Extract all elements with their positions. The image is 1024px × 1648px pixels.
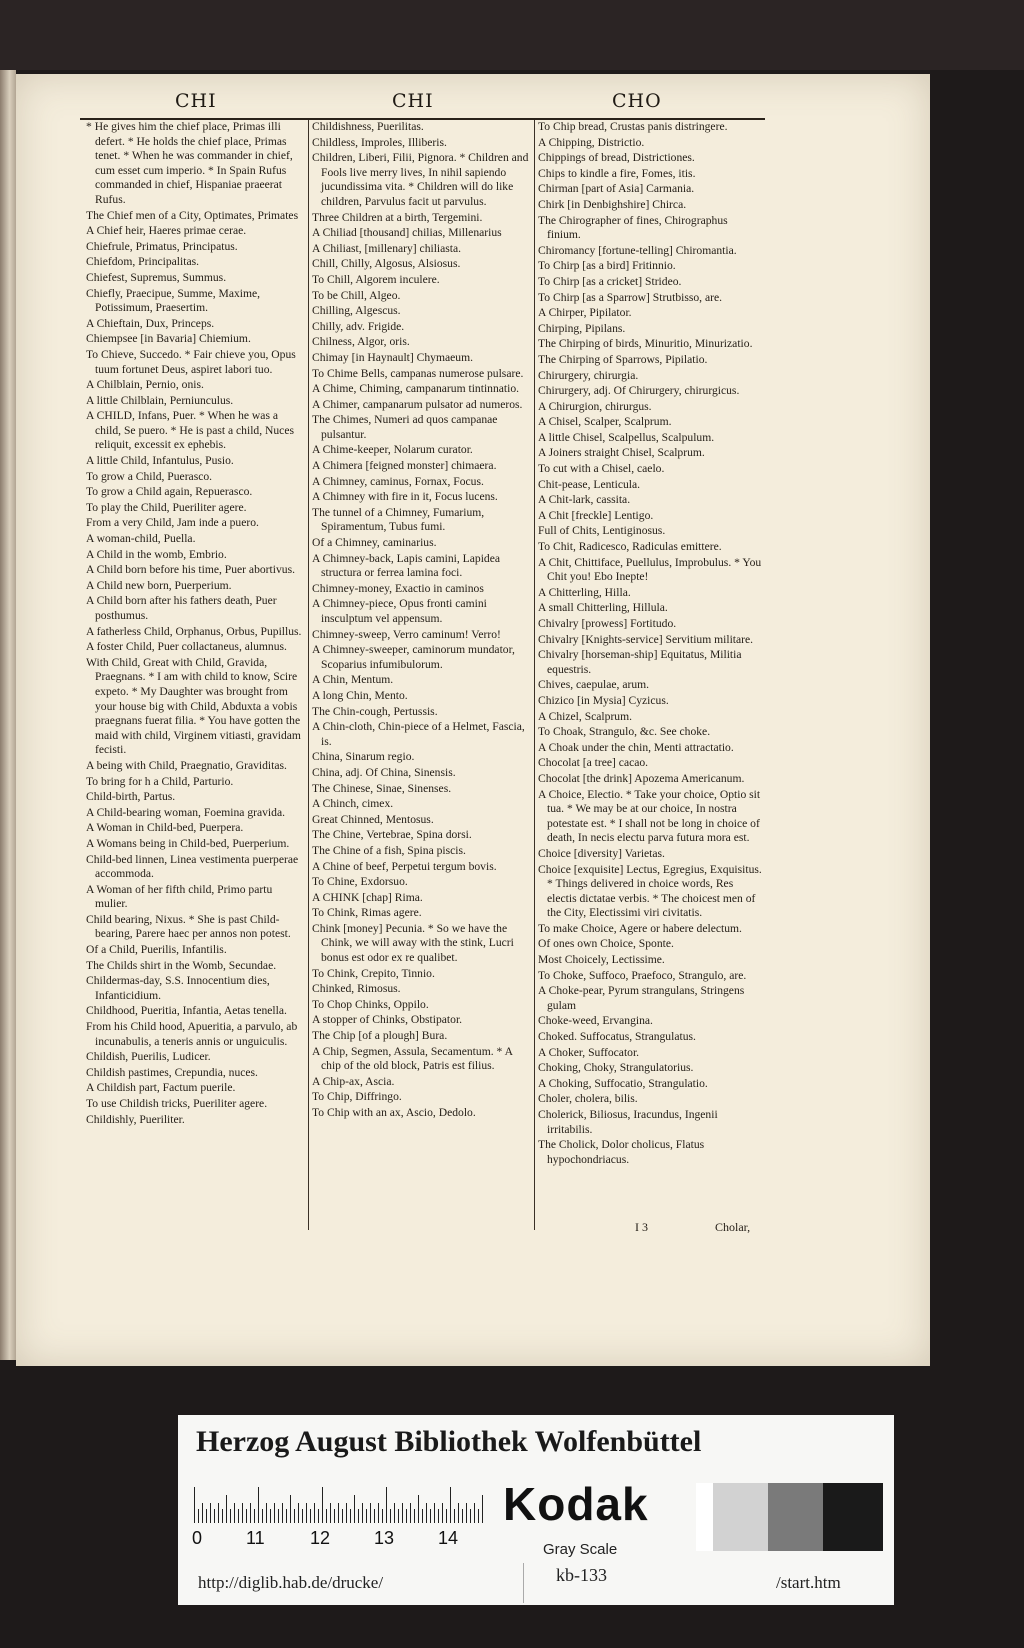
dictionary-entry: Chiefdom, Principalitas. bbox=[86, 255, 200, 269]
dictionary-entry: Chizico [in Mysia] Cyzicus. bbox=[538, 693, 669, 707]
dictionary-entry: The Chip [of a plough] Bura. bbox=[312, 1029, 448, 1043]
ruler-tick bbox=[370, 1503, 371, 1523]
dictionary-entry: To Choke, Suffoco, Praefoco, Strangulo, are. bbox=[538, 968, 747, 982]
ruler-tick bbox=[242, 1503, 243, 1523]
dictionary-entry: With Child, Great with Child, Gravida, Praegnans. * I am with child to know, Scire expeto. * My Daughter was brought from your house big with Child, Abduxta a vobis praegnans fuerat filia. * You have gotten the maid with child, Virginem vitiasti, gravidam fecisti. bbox=[86, 655, 301, 757]
dictionary-entry: A little Chisel, Scalpellus, Scalpulum. bbox=[538, 430, 715, 444]
dictionary-entry: To Chime Bells, campanas numerose pulsare. bbox=[312, 366, 524, 380]
ruler-tick bbox=[462, 1509, 463, 1523]
dictionary-entry: Chippings of bread, Districtiones. bbox=[538, 151, 695, 165]
dictionary-entry: A Chime-keeper, Nolarum curator. bbox=[312, 443, 473, 457]
dictionary-entry: A Chipping, Districtio. bbox=[538, 135, 645, 149]
ruler-tick bbox=[326, 1509, 327, 1523]
ruler-label: 11 bbox=[246, 1528, 265, 1548]
dictionary-entry: Childish, Puerilis, Ludicer. bbox=[86, 1050, 211, 1064]
dictionary-entry: To be Chill, Algeo. bbox=[312, 288, 401, 302]
ruler-tick bbox=[290, 1495, 291, 1523]
dictionary-entry: Chimney-sweep, Verro caminum! Verro! bbox=[312, 627, 501, 641]
dictionary-entry: To Chirp [as a cricket] Strideo. bbox=[538, 274, 682, 288]
ruler-tick bbox=[402, 1503, 403, 1523]
dictionary-entry: A Chip, Segmen, Assula, Secamentum. * A chip of the old block, Patris est filius. bbox=[312, 1044, 513, 1073]
running-head-right: CHO bbox=[612, 90, 662, 112]
dictionary-entry: Chirk [in Denbighshire] Chirca. bbox=[538, 197, 687, 211]
dictionary-entry: To Chirp [as a Sparrow] Strutbisso, are. bbox=[538, 290, 723, 304]
running-head-left: CHI bbox=[175, 90, 217, 112]
ruler-tick bbox=[226, 1495, 227, 1523]
ruler-tick bbox=[298, 1503, 299, 1523]
ruler-tick bbox=[310, 1509, 311, 1523]
dictionary-entry: A Joiners straight Chisel, Scalprum. bbox=[538, 446, 705, 460]
ruler-tick bbox=[314, 1503, 315, 1523]
ruler-tick bbox=[322, 1487, 323, 1523]
dictionary-entry: Chilling, Algescus. bbox=[312, 304, 401, 318]
ruler-tick bbox=[358, 1509, 359, 1523]
dictionary-entry: A Chimera [feigned monster] chimaera. bbox=[312, 459, 497, 473]
ruler-tick bbox=[374, 1509, 375, 1523]
dictionary-entry: Childless, Improles, Illiberis. bbox=[312, 135, 447, 149]
start-url: /start.htm bbox=[776, 1573, 841, 1592]
ruler-label: 12 bbox=[310, 1528, 331, 1548]
dictionary-entry: A Chin-cloth, Chin-piece of a Helmet, Fascia, is. bbox=[312, 720, 525, 748]
dictionary-entry: Choice [diversity] Varietas. bbox=[538, 846, 665, 860]
ruler-tick bbox=[330, 1503, 331, 1523]
dictionary-entry: To grow a Child, Puerasco. bbox=[86, 469, 213, 483]
dictionary-entry: A Choke-pear, Pyrum strangulans, Stringens gulam bbox=[538, 984, 745, 1012]
ruler-tick bbox=[258, 1487, 259, 1523]
dictionary-entry: The Chinese, Sinae, Sinenses. bbox=[312, 781, 452, 795]
dictionary-entry: Chinked, Rimosus. bbox=[312, 982, 401, 996]
gray-patch-mid bbox=[768, 1483, 823, 1551]
dictionary-entry: To Chip, Diffringo. bbox=[312, 1090, 402, 1104]
ruler-tick bbox=[234, 1503, 235, 1523]
dictionary-entry: Choked. Suffocatus, Strangulatus. bbox=[538, 1030, 696, 1044]
dictionary-entry: To grow a Child again, Repuerasco. bbox=[86, 485, 253, 499]
dictionary-entry: A Chimer, campanarum pulsator ad numeros. bbox=[312, 397, 523, 411]
dictionary-entry: Three Children at a birth, Tergemini. bbox=[312, 210, 483, 224]
dictionary-entry: To cut with a Chisel, caelo. bbox=[538, 462, 665, 476]
ruler-tick bbox=[434, 1503, 435, 1523]
ruler-tick bbox=[418, 1495, 419, 1523]
dictionary-entry: A Choice, Electio. * Take your choice, Optio sit tua. * We may be at our choice, In nostra potestate est. * I shall not be long in choice of death, In necis electu parva futura mora est. bbox=[538, 787, 761, 845]
ruler-label: 14 bbox=[438, 1528, 459, 1548]
dictionary-entry: A Chief heir, Haeres primae cerae. bbox=[86, 224, 247, 238]
dictionary-entry: A Chiliad [thousand] chilias, Millenarius bbox=[312, 226, 502, 240]
ruler-tick bbox=[446, 1509, 447, 1523]
dictionary-entry: A Chimney-sweeper, caminorum mundator, Scoparius infumibulorum. bbox=[312, 643, 515, 671]
dictionary-entry: Full of Chits, Lentiginosus. bbox=[538, 524, 666, 538]
ruler-tick bbox=[478, 1509, 479, 1523]
dictionary-entry: A Woman of her fifth child, Primo partu mulier. bbox=[86, 882, 273, 911]
ruler-tick bbox=[246, 1509, 247, 1523]
ruler-tick bbox=[426, 1503, 427, 1523]
ruler-tick bbox=[386, 1487, 387, 1523]
dictionary-entry: A Chimney, caminus, Fornax, Focus. bbox=[312, 474, 484, 488]
dictionary-entry: A Chimney with fire in it, Focus lucens. bbox=[312, 490, 498, 504]
dictionary-entry: Choler, cholera, bilis. bbox=[538, 1092, 638, 1106]
ruler-label: 13 bbox=[374, 1528, 395, 1548]
ruler-tick bbox=[398, 1509, 399, 1523]
dictionary-entry: Children, Liberi, Filii, Pignora. * Children and Fools live merry lives, In nihil sapiendo jucundissima vita. * Children will do like children, Parvulus facit ut parvulus. bbox=[312, 151, 529, 208]
dictionary-entry: Chocolat [a tree] cacao. bbox=[538, 756, 649, 770]
dictionary-entry: A Womans being in Child-bed, Puerperium. bbox=[86, 836, 290, 850]
dictionary-entry: Child-bed linnen, Linea vestimenta puerperae accommoda. bbox=[86, 852, 299, 881]
page-footer bbox=[600, 1220, 770, 1240]
dictionary-entry: A Chinch, cimex. bbox=[312, 797, 394, 811]
ruler-tick bbox=[354, 1495, 355, 1523]
dictionary-entry: A long Chin, Mento. bbox=[312, 688, 408, 702]
dictionary-entry: To Chit, Radicesco, Radiculas emittere. bbox=[538, 540, 722, 554]
column-rule bbox=[308, 120, 309, 1230]
dictionary-entry: To Chink, Crepito, Tinnio. bbox=[312, 966, 435, 980]
signature-mark: I 3 bbox=[635, 1220, 648, 1234]
ruler-tick bbox=[294, 1509, 295, 1523]
catchword: Cholar, bbox=[715, 1220, 751, 1234]
dictionary-entry: A fatherless Child, Orphanus, Orbus, Pupillus. bbox=[86, 624, 302, 638]
dictionary-entry: Chivalry [Knights-service] Servitium militare. bbox=[538, 632, 754, 646]
dictionary-entry: A Chieftain, Dux, Princeps. bbox=[86, 316, 215, 330]
ruler-tick bbox=[458, 1503, 459, 1523]
dictionary-entry: The Chirographer of fines, Chirographus finium. bbox=[538, 213, 728, 242]
ruler-tick bbox=[422, 1509, 423, 1523]
column-1 bbox=[86, 120, 306, 1228]
ruler-tick bbox=[430, 1509, 431, 1523]
dictionary-entry: Childishness, Puerilitas. bbox=[312, 120, 424, 133]
ruler-tick bbox=[250, 1503, 251, 1523]
dictionary-entry: Chill, Chilly, Algosus, Alsiosus. bbox=[312, 257, 461, 271]
target-code: kb-133 bbox=[556, 1565, 607, 1585]
ruler-tick bbox=[270, 1509, 271, 1523]
ruler-tick bbox=[390, 1509, 391, 1523]
dictionary-entry: To Chine, Exdorsuo. bbox=[312, 875, 408, 889]
dictionary-entry: A Chine of beef, Perpetui tergum bovis. bbox=[312, 859, 497, 873]
ruler-tick bbox=[222, 1509, 223, 1523]
dictionary-entry: A woman-child, Puella. bbox=[86, 532, 196, 546]
dictionary-entry: To play the Child, Pueriliter agere. bbox=[86, 500, 247, 514]
ruler-tick bbox=[266, 1503, 267, 1523]
dictionary-entry: A Child-bearing woman, Foemina gravida. bbox=[86, 805, 285, 819]
dictionary-entry: To Chink, Rimas agere. bbox=[312, 906, 422, 920]
dictionary-entry: To make Choice, Agere or habere delectum. bbox=[538, 921, 742, 935]
running-head bbox=[80, 90, 765, 116]
ruler-tick bbox=[362, 1503, 363, 1523]
dictionary-entry: Chink [money] Pecunia. * So we have the Chink, we will away with the stink, Lucri bonus est odor ex re qualibet. bbox=[312, 921, 514, 965]
dictionary-entry: From his Child hood, Apueritia, a parvulo, ab incunabulis, a teneris annis or unguiculis. bbox=[86, 1020, 298, 1048]
dictionary-entry: The Chirping of birds, Minuritio, Minurizatio. bbox=[538, 337, 753, 351]
dictionary-entry: Chips to kindle a fire, Fomes, itis. bbox=[538, 166, 696, 180]
dictionary-entry: From a very Child, Jam inde a puero. bbox=[86, 516, 259, 530]
running-head-center: CHI bbox=[392, 90, 434, 112]
dictionary-entry: Chiempsee [in Bavaria] Chiemium. bbox=[86, 332, 251, 346]
column-rule bbox=[534, 120, 535, 1230]
dictionary-entry: Chocolat [the drink] Apozema Americanum. bbox=[538, 771, 745, 785]
dictionary-entry: Choking, Choky, Strangulatorius. bbox=[538, 1061, 694, 1075]
dictionary-entry: Chives, caepulae, arum. bbox=[538, 678, 650, 692]
ruler-tick bbox=[230, 1509, 231, 1523]
source-url: http://diglib.hab.de/drucke/ bbox=[198, 1573, 384, 1592]
dictionary-entry: Choke-weed, Ervangina. bbox=[538, 1014, 653, 1028]
ruler-tick bbox=[302, 1509, 303, 1523]
ruler-tick bbox=[254, 1509, 255, 1523]
dictionary-entry: Childhood, Pueritia, Infantia, Aetas tenella. bbox=[86, 1004, 287, 1018]
dictionary-entry: Chimay [in Haynault] Chymaeum. bbox=[312, 350, 473, 364]
ruler-tick bbox=[438, 1509, 439, 1523]
dictionary-entry: China, Sinarum regio. bbox=[312, 750, 415, 764]
dictionary-entry: A Childish part, Factum puerile. bbox=[86, 1081, 236, 1095]
ruler-tick bbox=[194, 1487, 195, 1523]
card-divider bbox=[523, 1563, 524, 1603]
ruler-tick bbox=[202, 1503, 203, 1523]
measurement-ruler bbox=[188, 1483, 488, 1551]
dictionary-entry: A Choak under the chin, Menti attractatio. bbox=[538, 740, 734, 754]
ruler-tick bbox=[238, 1509, 239, 1523]
dictionary-entry: To bring for h a Child, Parturio. bbox=[86, 774, 234, 788]
ruler-tick bbox=[442, 1503, 443, 1523]
dictionary-entry: A foster Child, Puer collactaneus, alumnus. bbox=[86, 640, 287, 654]
dictionary-entry: The Chirping of Sparrows, Pipilatio. bbox=[538, 352, 708, 366]
ruler-tick bbox=[382, 1509, 383, 1523]
dictionary-entry: To Chieve, Succedo. * Fair chieve you, Opus tuum fortunet Deus, aspiret labori tuo. bbox=[86, 347, 296, 376]
dictionary-entry: A Child in the womb, Embrio. bbox=[86, 547, 227, 561]
dictionary-entry: Chit-pease, Lenticula. bbox=[538, 477, 641, 491]
ruler-tick bbox=[394, 1503, 395, 1523]
ruler-tick bbox=[286, 1509, 287, 1523]
dictionary-entry: A Chit, Chittiface, Puellulus, Improbulus. * You Chit you! Ebo Inepte! bbox=[538, 555, 762, 584]
ruler-tick bbox=[206, 1509, 207, 1523]
ruler-tick bbox=[218, 1503, 219, 1523]
ruler-tick bbox=[470, 1509, 471, 1523]
dictionary-entry: Chirurgery, adj. Of Chirurgery, chirurgicus. bbox=[538, 384, 740, 398]
ruler-tick bbox=[210, 1503, 211, 1523]
dictionary-entry: The Childs shirt in the Womb, Secundae. bbox=[86, 958, 277, 972]
dictionary-entry: A Choking, Suffocatio, Strangulatio. bbox=[538, 1076, 708, 1090]
ruler-tick bbox=[466, 1503, 467, 1523]
dictionary-entry: A Chizel, Scalprum. bbox=[538, 709, 633, 723]
dictionary-entry: To Chirp [as a bird] Fritinnio. bbox=[538, 259, 676, 273]
ruler-tick bbox=[338, 1503, 339, 1523]
ruler-tick bbox=[454, 1509, 455, 1523]
dictionary-entry: Childish pastimes, Crepundia, nuces. bbox=[86, 1065, 258, 1079]
dictionary-entry: A CHILD, Infans, Puer. * When he was a child, Se puero. * He is past a child, Nuces reliquit, excessit ex ephebis. bbox=[86, 409, 294, 452]
dictionary-entry: Great Chinned, Mentosus. bbox=[312, 812, 434, 826]
gray-patch-black bbox=[823, 1483, 883, 1551]
dictionary-entry: A Child new born, Puerperium. bbox=[86, 578, 232, 592]
ruler-tick bbox=[474, 1503, 475, 1523]
ruler-tick bbox=[450, 1487, 451, 1523]
ruler-tick bbox=[346, 1503, 347, 1523]
ruler-tick bbox=[482, 1495, 483, 1523]
grayscale-label: Gray Scale bbox=[543, 1541, 618, 1558]
dictionary-entry: A Chirurgion, chirurgus. bbox=[538, 399, 652, 413]
ruler-tick bbox=[306, 1503, 307, 1523]
dictionary-entry: Chirping, Pipilans. bbox=[538, 321, 626, 335]
dictionary-entry: A Chimney-piece, Opus fronti camini insculptum vel appensum. bbox=[312, 597, 487, 625]
dictionary-entry: A being with Child, Praegnatio, Graviditas. bbox=[86, 758, 287, 772]
dictionary-entry: To use Childish tricks, Pueriliter agere. bbox=[86, 1097, 268, 1110]
dictionary-entry: Chiefrule, Primatus, Principatus. bbox=[86, 239, 238, 253]
dictionary-entry: Child-birth, Partus. bbox=[86, 790, 176, 804]
ruler-tick bbox=[350, 1509, 351, 1523]
scanner-background bbox=[0, 0, 1024, 70]
dictionary-entry: A Chimney-back, Lapis camini, Lapidea structura or ferrea lamina foci. bbox=[312, 551, 501, 580]
dictionary-entry: Chiefly, Praecipue, Summe, Maxime, Potissimum, Praesertim. bbox=[86, 286, 261, 315]
dictionary-entry: A Chilblain, Pernio, onis. bbox=[86, 378, 204, 392]
dictionary-entry: China, adj. Of China, Sinensis. bbox=[312, 765, 456, 779]
gray-patch-light bbox=[713, 1483, 768, 1551]
dictionary-entry: A CHINK [chap] Rima. bbox=[312, 890, 423, 904]
dictionary-entry: Chirman [part of Asia] Carmania. bbox=[538, 182, 695, 196]
dictionary-entry: A Choker, Suffocator. bbox=[538, 1045, 640, 1059]
ruler-tick bbox=[214, 1509, 215, 1523]
dictionary-entry: A Chit-lark, cassita. bbox=[538, 493, 631, 507]
dictionary-entry: A stopper of Chinks, Obstipator. bbox=[312, 1013, 463, 1027]
dictionary-entry: A Chisel, Scalper, Scalprum. bbox=[538, 415, 672, 429]
dictionary-entry: Childishly, Pueriliter. bbox=[86, 1112, 185, 1126]
target-card bbox=[178, 1415, 894, 1605]
dictionary-entry: A little Child, Infantulus, Pusio. bbox=[86, 454, 234, 468]
ruler-tick bbox=[342, 1509, 343, 1523]
dictionary-entry: A Child born before his time, Puer abortivus. bbox=[86, 563, 295, 577]
ruler-tick bbox=[278, 1509, 279, 1523]
ruler-tick bbox=[366, 1509, 367, 1523]
dictionary-entry: Chiefest, Supremus, Summus. bbox=[86, 270, 227, 284]
ruler-tick bbox=[334, 1509, 335, 1523]
dictionary-entry: Of ones own Choice, Sponte. bbox=[538, 937, 674, 951]
dictionary-entry: The tunnel of a Chimney, Fumarium, Spiramentum, Tubus fumi. bbox=[312, 505, 485, 534]
ruler-tick bbox=[198, 1509, 199, 1523]
dictionary-entry: Chimney-money, Exactio in caminos bbox=[312, 581, 484, 595]
dictionary-entry: A Chitterling, Hilla. bbox=[538, 585, 631, 599]
dictionary-entry: To Chop Chinks, Oppilo. bbox=[312, 997, 429, 1011]
library-title: Herzog August Bibliothek Wolfenbüttel bbox=[196, 1425, 702, 1458]
dictionary-entry: Childermas-day, S.S. Innocentium dies, Infanticidium. bbox=[86, 974, 270, 1002]
column-3 bbox=[538, 120, 764, 1228]
dictionary-entry: To Chip bread, Crustas panis distringere. bbox=[538, 120, 728, 133]
ruler-tick bbox=[282, 1503, 283, 1523]
kodak-logo: Kodak bbox=[503, 1478, 649, 1530]
dictionary-entry: * He gives him the chief place, Primas illi defert. * He holds the chief place, Primas tenet. * When he was commander in chief, cum esset cum imperio. * In Spain Rufus commanded in chief, Hispaniae praeerat Rufus. bbox=[86, 120, 293, 206]
dictionary-entry: Chiromancy [fortune-telling] Chiromantia. bbox=[538, 243, 737, 257]
dictionary-entry: Chivalry [prowess] Fortitudo. bbox=[538, 617, 677, 630]
dictionary-entry: Choice [exquisite] Lectus, Egregius, Exquisitus. * Things delivered in choice words, Res electis dictatae verbis. * The choicest men of the City, Electissimi viri civitatis. bbox=[538, 862, 762, 920]
dictionary-entry: The Cholick, Dolor cholicus, Flatus hypochondriacus. bbox=[538, 1138, 705, 1166]
dictionary-entry: A Chiliast, [millenary] chiliasta. bbox=[312, 241, 462, 255]
dictionary-entry: A little Chilblain, Perniunculus. bbox=[86, 393, 234, 407]
dictionary-entry: The Chine of a fish, Spina piscis. bbox=[312, 843, 466, 857]
dictionary-entry: A Child born after his fathers death, Puer posthumus. bbox=[86, 594, 277, 622]
dictionary-entry: To Chill, Algorem inculere. bbox=[312, 272, 440, 286]
ruler-tick bbox=[378, 1503, 379, 1523]
dictionary-entry: A Woman in Child-bed, Puerpera. bbox=[86, 821, 244, 835]
dictionary-entry: A Chime, Chiming, campanarum tintinnatio. bbox=[312, 382, 520, 396]
dictionary-entry: Chivalry [horseman-ship] Equitatus, Militia equestris. bbox=[538, 648, 742, 676]
dictionary-entry: Cholerick, Biliosus, Iracundus, Ingenii irritabilis. bbox=[538, 1108, 718, 1136]
dictionary-entry: Of a Chimney, caminarius. bbox=[312, 536, 437, 550]
dictionary-entry: To Chip with an ax, Ascio, Dedolo. bbox=[312, 1106, 476, 1119]
ruler-tick bbox=[262, 1509, 263, 1523]
dictionary-entry: Chilly, adv. Frigide. bbox=[312, 319, 405, 333]
dictionary-entry: A Chin, Mentum. bbox=[312, 673, 394, 687]
dictionary-entry: A small Chitterling, Hillula. bbox=[538, 601, 668, 615]
ruler-tick bbox=[406, 1509, 407, 1523]
ruler-tick bbox=[410, 1503, 411, 1523]
dictionary-entry: To Choak, Strangulo, &c. See choke. bbox=[538, 725, 711, 739]
column-2 bbox=[312, 120, 532, 1228]
dictionary-entry: Of a Child, Puerilis, Infantilis. bbox=[86, 943, 227, 957]
dictionary-entry: A Chip-ax, Ascia. bbox=[312, 1074, 395, 1088]
dictionary-entry: The Chine, Vertebrae, Spina dorsi. bbox=[312, 828, 472, 842]
ruler-label: 0 bbox=[192, 1528, 203, 1548]
dictionary-entry: Child bearing, Nixus. * She is past Child-bearing, Parere haec per annos non potest. bbox=[86, 912, 291, 941]
facing-page-edge bbox=[0, 70, 16, 1360]
ruler-tick bbox=[318, 1509, 319, 1523]
dictionary-entry: The Chimes, Numeri ad quos campanae pulsantur. bbox=[312, 413, 498, 441]
dictionary-entry: The Chin-cough, Pertussis. bbox=[312, 704, 438, 718]
dictionary-entry: Chirurgery, chirurgia. bbox=[538, 368, 639, 382]
dictionary-entry: A Chirper, Pipilator. bbox=[538, 306, 632, 320]
ruler-tick bbox=[274, 1503, 275, 1523]
ruler-tick bbox=[414, 1509, 415, 1523]
dictionary-entry: Most Choicely, Lectissime. bbox=[538, 953, 665, 967]
dictionary-entry: The Chief men of a City, Optimates, Primates bbox=[86, 208, 299, 222]
dictionary-entry: A Chit [freckle] Lentigo. bbox=[538, 508, 654, 522]
dictionary-entry: Chilness, Algor, oris. bbox=[312, 335, 410, 349]
